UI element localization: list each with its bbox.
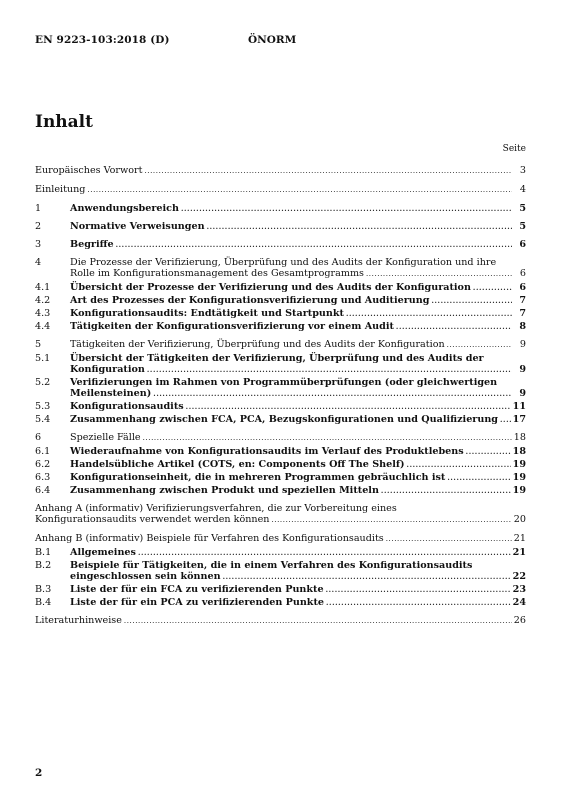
dot-leader [381,485,511,496]
toc-entry[interactable] [35,321,526,332]
toc-entry-number: 6.4 [35,485,51,496]
toc-page-number: 23 [512,584,526,595]
dot-leader [223,571,511,582]
toc-entry-number: 4.2 [35,295,51,306]
dot-leader [366,268,512,280]
dot-leader [431,295,512,306]
dot-leader [447,339,512,351]
toc-entry-title: Konfigurationsaudits: Endtätigkeit und Startpunkt [70,308,344,319]
toc-entry-title: Anwendungsbereich [70,203,179,214]
toc-page-number: 19 [512,485,526,496]
toc-entry-number: 3 [35,239,42,250]
toc-entry-title: Begriffe [70,239,114,250]
toc-page-number: 6 [519,268,526,279]
page-column-label: Seite [502,144,526,154]
document-id: EN 9223-103:2018 (D) [35,34,170,46]
toc-entry-title: Handelsübliche Artikel (COTS, en: Components Off The Shelf) [70,459,405,470]
toc-entry-title: Meilensteinen) [70,388,152,399]
toc-entry-title: Übersicht der Prozesse der Verifizierung und des Audits der Konfiguration [70,282,471,293]
toc-page-number: 19 [512,472,526,483]
toc-entry[interactable] [35,560,526,582]
toc-page-number: 7 [519,308,526,319]
toc-entry[interactable] [35,615,526,627]
dot-leader [138,547,511,558]
toc-entry[interactable] [35,165,526,177]
toc-page-number: 21 [513,533,526,544]
dot-leader [447,472,510,483]
toc-entry-title: Wiederaufnahme von Konfigurationsaudits im Verlauf des Produktlebens [70,446,464,457]
dot-leader [116,239,512,250]
toc-entry-title: Anhang A (informativ) Verifizierungsverfahren, die zur Vorbereitung eines [35,503,397,514]
toc-entry-title: Konfiguration [70,364,145,375]
toc-entry-title: Allgemeines [70,547,136,558]
toc-page-number: 6 [519,239,526,250]
dot-leader [144,165,512,177]
toc-entry-title: Einleitung [35,184,86,195]
dot-leader [326,584,511,595]
dot-leader [124,615,512,627]
toc-page-number: 5 [519,203,526,214]
toc-entry-title: Übersicht der Tätigkeiten der Verifizierung, Überprüfung und des Audits der [70,353,484,364]
toc-entry[interactable] [35,503,526,526]
toc-page-number: 3 [519,165,526,176]
dot-leader [326,597,511,608]
dot-leader [466,446,511,457]
toc-entry-number: 6 [35,432,42,443]
toc-entry[interactable] [35,377,526,399]
toc-entry-title: Liste der für ein PCA zu verifizierenden Punkte [70,597,324,608]
toc-page-number: 17 [512,414,526,425]
toc-entry-title: Spezielle Fälle [70,432,141,443]
toc-entry-number: 4.1 [35,282,51,293]
dot-leader [346,308,512,319]
toc-page-number: 9 [519,388,526,399]
toc-entry-number: 5.2 [35,377,51,388]
toc-entry[interactable] [35,353,526,375]
toc-page-number: 4 [519,184,526,195]
toc-entry[interactable] [35,533,526,545]
dot-leader [181,203,512,214]
toc-entry-number: 5.1 [35,353,51,364]
publisher-mark: ÖNORM [248,34,297,46]
toc-entry[interactable] [35,414,526,425]
toc-entry-title: Zusammenhang zwischen Produkt und speziellen Mitteln [70,485,379,496]
toc-entry-number: B.1 [35,547,52,558]
page-number: 2 [35,767,43,779]
toc-entry-title: eingeschlossen sein können [70,571,221,582]
toc-entry-title: Konfigurationsaudits [70,401,184,412]
toc-entry[interactable] [35,221,526,232]
toc-page-number: 22 [512,571,526,582]
toc-entry-title: Rolle im Konfigurationsmanagement des Gesamtprogramms [70,268,364,279]
toc-page-number: 7 [519,295,526,306]
toc-entry[interactable] [35,446,526,457]
toc-page-number: 26 [513,615,526,626]
dot-leader [500,414,511,425]
toc-entry-number: 6.3 [35,472,51,483]
dot-leader [386,533,512,545]
dot-leader [153,388,512,399]
toc-entry[interactable] [35,459,526,470]
toc-page-number: 18 [513,432,526,443]
toc-entry-title: Konfigurationseinheit, die in mehreren Programmen gebräuchlich ist [70,472,446,483]
toc-page-number: 18 [512,446,526,457]
toc-entry-number: 2 [35,221,42,232]
toc-entry-number: 4.3 [35,308,51,319]
toc-entry[interactable] [35,257,526,280]
toc-entry-number: B.4 [35,597,52,608]
toc-entry[interactable] [35,282,526,293]
dot-leader [143,432,512,444]
toc-entry-number: 1 [35,203,42,214]
toc-entry-title: Art des Prozesses der Konfigurationsverifizierung und Auditierung [70,295,430,306]
toc-page-number: 24 [512,597,526,608]
toc-entry[interactable] [35,339,526,351]
toc-entry-title: Literaturhinweise [35,615,122,626]
dot-leader [87,184,512,196]
dot-leader [186,401,511,412]
toc-entry-number: 6.2 [35,459,51,470]
toc-page-number: 8 [519,321,526,332]
toc-page-number: 21 [512,547,526,558]
toc-entry-title: Normative Verweisungen [70,221,205,232]
toc-entry-title: Beispiele für Tätigkeiten, die in einem Verfahren des Konfigurationsaudits [70,560,473,571]
toc-entry[interactable] [35,472,526,483]
toc-entry-title: Liste der für ein FCA zu verifizierenden Punkte [70,584,324,595]
table-of-contents [35,165,526,629]
toc-page-number: 6 [519,282,526,293]
toc-entry-title: Europäisches Vorwort [35,165,143,176]
toc-entry[interactable] [35,597,526,608]
toc-entry-title: Konfigurationsaudits verwendet werden können [35,514,270,525]
toc-entry-number: 4.4 [35,321,51,332]
dot-leader [396,321,512,332]
toc-entry-number: 4 [35,257,42,268]
toc-entry[interactable] [35,203,526,214]
toc-entry[interactable] [35,239,526,250]
toc-entry-number: 5 [35,339,42,350]
toc-page-number: 9 [519,364,526,375]
toc-entry[interactable] [35,485,526,496]
toc-entry[interactable] [35,308,526,319]
toc-page-number: 20 [513,514,526,525]
toc-entry-number: B.2 [35,560,52,571]
dot-leader [407,459,511,470]
dot-leader [147,364,512,375]
dot-leader [473,282,512,293]
toc-entry[interactable] [35,584,526,595]
toc-entry-title: Die Prozesse der Verifizierung, Überprüfung und des Audits der Konfiguration und ihre [70,257,497,268]
toc-entry-title: Verifizierungen im Rahmen von Programmüberprüfungen (oder gleichwertigen [70,377,498,388]
page-title: Inhalt [35,112,93,132]
toc-entry-number: B.3 [35,584,52,595]
toc-entry-title: Tätigkeiten der Konfigurationsverifizierung vor einem Audit [70,321,394,332]
toc-entry-number: 5.4 [35,414,51,425]
toc-entry-number: 5.3 [35,401,51,412]
toc-entry[interactable] [35,547,526,558]
toc-entry[interactable] [35,432,526,444]
toc-page-number: 9 [519,339,526,350]
toc-page-number: 5 [519,221,526,232]
dot-leader [271,514,511,526]
toc-entry-title: Tätigkeiten der Verifizierung, Überprüfung und des Audits der Konfiguration [70,339,445,350]
toc-page-number: 19 [512,459,526,470]
dot-leader [207,221,512,232]
toc-entry[interactable] [35,184,526,196]
toc-entry-title: Anhang B (informativ) Beispiele für Verfahren des Konfigurationsaudits [35,533,384,544]
toc-entry-number: 6.1 [35,446,51,457]
toc-entry[interactable] [35,295,526,306]
toc-entry[interactable] [35,401,526,412]
toc-page-number: 11 [512,401,526,412]
toc-entry-title: Zusammenhang zwischen FCA, PCA, Bezugskonfigurationen und Qualifizierung [70,414,499,425]
